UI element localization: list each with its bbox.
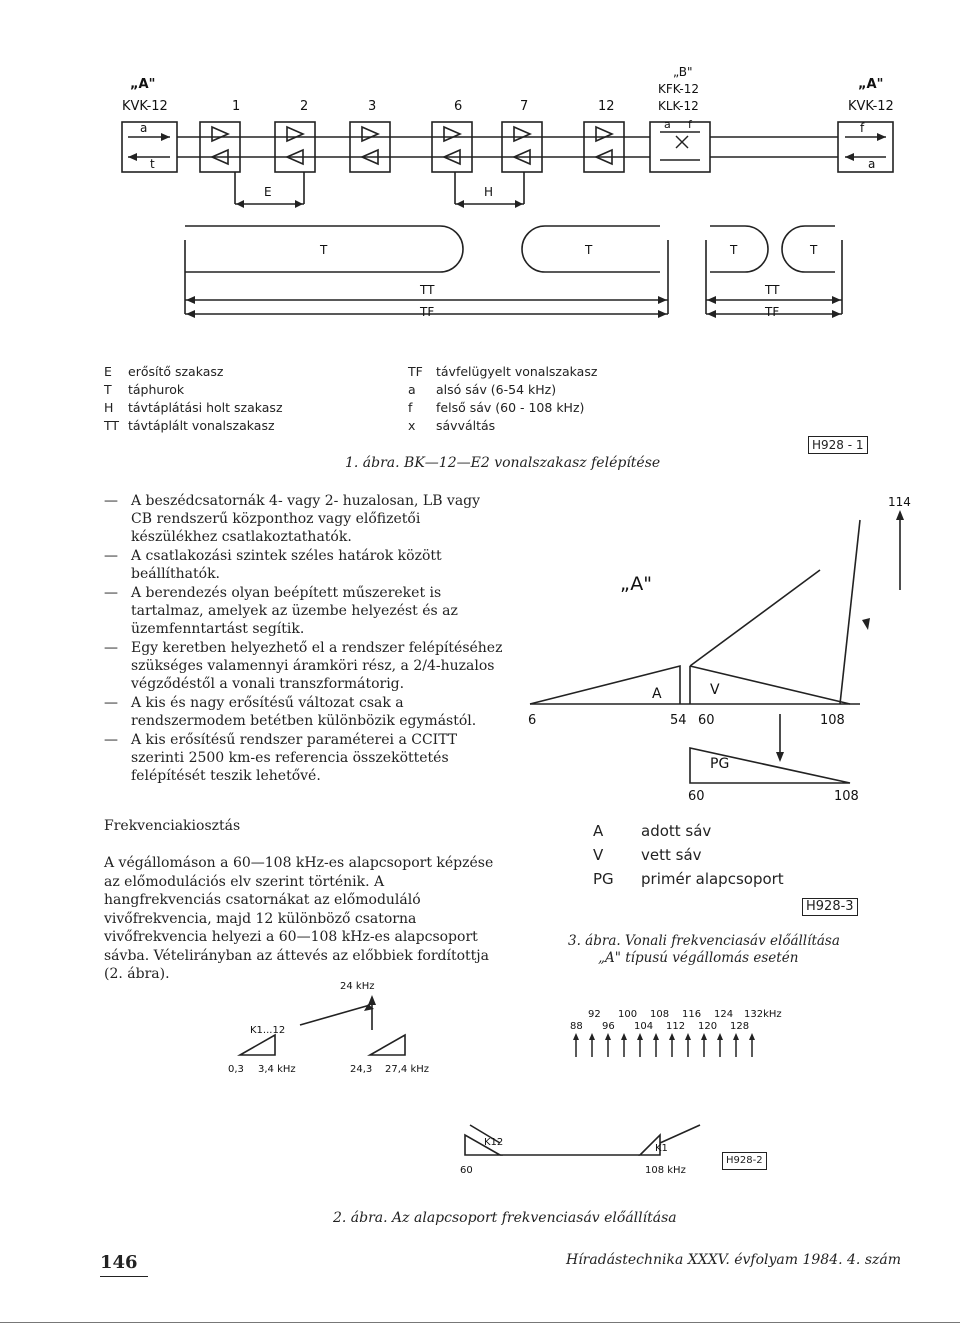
label-a-switch: a <box>664 118 671 131</box>
fig3-legend-v: V vett sáv <box>593 846 702 864</box>
label-e: E <box>264 185 272 199</box>
repeater-12 <box>584 122 624 172</box>
fig2-k1: K1 <box>655 1143 668 1154</box>
fig2-0-3: 0,3 <box>228 1064 244 1075</box>
fig3-box-v: V <box>710 682 720 698</box>
fig3-108: 108 <box>820 713 845 728</box>
fig2-top-116: 116 <box>682 1009 702 1020</box>
fig3-legend-a: A adott sáv <box>593 822 712 840</box>
fig3-60b: 60 <box>688 789 705 804</box>
band-switch-box <box>650 122 710 172</box>
legend-row-x: x sávváltás <box>408 418 496 433</box>
fig3-54: 54 <box>670 713 687 728</box>
carrier-arrow-head <box>685 1033 691 1040</box>
carrier-arrow-head <box>605 1033 611 1040</box>
repeater-number-2: 2 <box>300 99 309 114</box>
fig2-top-132: 132kHz <box>744 1009 782 1020</box>
figure-3-band-diagram <box>520 480 920 810</box>
carrier-arrow-head <box>621 1033 627 1040</box>
legend-row-t: T táphurok <box>104 382 185 397</box>
fig2-top-124: 124 <box>714 1009 734 1020</box>
bottom-rule <box>0 1322 960 1323</box>
fig2-bot-112: 112 <box>666 1021 686 1032</box>
legend-row-h: H távtáplátási holt szakasz <box>104 400 283 415</box>
carrier-arrow-head <box>701 1033 707 1040</box>
fig2-bot-128: 128 <box>730 1021 750 1032</box>
repeater-number-1: 1 <box>232 99 241 114</box>
figure-1-caption: 1. ábra. BK—12—E2 vonalszakasz felépítése <box>345 455 661 471</box>
bullet-item: — A kis erősítésű rendszer paraméterei a CCITT szerinti 2500 km-es referencia összeköttetés felépítését teszik lehetővé. <box>104 732 458 785</box>
label-tf-right: TF <box>765 305 780 319</box>
label-f-switch: f <box>688 118 692 131</box>
label-a-right-band: a <box>868 157 876 171</box>
label-a-band-left: a <box>140 121 148 135</box>
figure-1-line-section <box>0 0 960 340</box>
label-tt-left: TT <box>420 283 435 297</box>
page-number-rule <box>100 1276 148 1277</box>
label-kfk: KFK-12 <box>658 82 699 96</box>
repeater-number-7: 7 <box>520 99 529 114</box>
repeater-number-12: 12 <box>598 99 615 114</box>
fig3-108b: 108 <box>834 789 859 804</box>
label-t-loop-2: T <box>585 243 593 257</box>
carrier-arrow-head <box>749 1033 755 1040</box>
fig2-60: 60 <box>460 1165 473 1176</box>
fig2-bot-96: 96 <box>602 1021 615 1032</box>
fig2-24khz: 24 kHz <box>340 981 375 992</box>
label-t-loop-4: T <box>810 243 818 257</box>
label-tf-left: TF <box>420 305 435 319</box>
power-loop-4 <box>782 226 835 272</box>
bullet-item: — A berendezés olyan beépített műszereket is tartalmaz, amelyek az üzembe helyezést és az üzemfenntartást segítik. <box>104 585 458 638</box>
legend-row-f: f felső sáv (60 - 108 kHz) <box>408 400 585 415</box>
label-b: „B" <box>673 65 693 79</box>
carrier-arrow-head <box>669 1033 675 1040</box>
fig3-60: 60 <box>698 713 715 728</box>
repeater-number-6: 6 <box>454 99 463 114</box>
carrier-arrow-head <box>589 1033 595 1040</box>
legend-row-e: E erősítő szakasz <box>104 364 224 379</box>
label-kvk-right: KVK-12 <box>848 99 894 114</box>
fig2-top-108: 108 <box>650 1009 670 1020</box>
journal-footer: Híradástechnika XXXV. évfolyam 1984. 4. szám <box>566 1252 902 1268</box>
page-number: 146 <box>100 1252 138 1273</box>
legend-row-tt: TT távtáplált vonalszakasz <box>104 418 275 433</box>
carrier-arrow-head <box>653 1033 659 1040</box>
fig2-k12: K12 <box>484 1137 504 1148</box>
label-a-left: „A" <box>130 77 156 92</box>
bullet-item: — A csatlakozási szintek széles határok között beállíthatók. <box>104 548 442 583</box>
figure-code-h928-3: H928-3 <box>802 898 858 916</box>
section-paragraph: A végállomáson a 60—108 kHz-es alapcsoport képzése az előmodulációs elv szerint történik. A hangfrekvenciás csatornákat az előmoduláló vivőfrekvencia, majd 12 különböző csatorna vivőfrekvencia helyezi a 60—108 kHz-es alapcsoport sávba. Vételirányban az áttevés az előbbiek fordítottja (2. ábra). <box>104 855 494 982</box>
fig2-bot-120: 120 <box>698 1021 718 1032</box>
repeater-6 <box>432 122 472 172</box>
label-tt-right: TT <box>765 283 780 297</box>
fig3-legend-pg: PG primér alapcsoport <box>593 870 784 888</box>
figure-2-caption: 2. ábra. Az alapcsoport frekvenciasáv előállítása <box>333 1210 677 1226</box>
carrier-arrow-head <box>717 1033 723 1040</box>
repeater-3 <box>350 122 390 172</box>
fig2-108: 108 kHz <box>645 1165 686 1176</box>
label-h: H <box>484 185 494 199</box>
fig3-box-pg: PG <box>710 756 730 772</box>
label-t-loop-1: T <box>320 243 328 257</box>
label-f-right: f <box>860 121 865 135</box>
figure-2-group-band <box>0 975 960 1185</box>
fig2-bot-88: 88 <box>570 1021 583 1032</box>
legend-row-a: a alsó sáv (6-54 kHz) <box>408 382 557 397</box>
label-a-right: „A" <box>858 77 884 92</box>
fig3-label-a: „A" <box>620 573 652 595</box>
fig3-6: 6 <box>528 713 537 728</box>
fig2-bot-104: 104 <box>634 1021 654 1032</box>
fig2-27-4: 27,4 kHz <box>385 1064 430 1075</box>
bullet-item: — Egy keretben helyezhető el a rendszer felépítéséhez szükséges valamennyi áramköri rész, a 2/4-huzalos végződéstől a vonali transzformátorig. <box>104 640 503 693</box>
figure-3-caption-1: 3. ábra. Vonali frekvenciasáv előállítása <box>568 933 840 949</box>
label-t-loop-3: T <box>730 243 738 257</box>
carrier-arrow-head <box>733 1033 739 1040</box>
fig2-k1-12: K1...12 <box>250 1025 286 1036</box>
figure-3-caption-2: „A" típusú végállomás esetén <box>598 950 799 966</box>
carrier-arrow-head <box>637 1033 643 1040</box>
bullet-item: — A beszédcsatornák 4- vagy 2- huzalosan, LB vagy CB rendszerű központhoz vagy előfizetői készülékhez csatlakoztathatók. <box>104 493 481 546</box>
repeater-1 <box>200 122 240 172</box>
fig2-3-4: 3,4 kHz <box>258 1064 296 1075</box>
power-loop-3 <box>710 226 768 272</box>
repeater-7 <box>502 122 542 172</box>
fig2-24-3: 24,3 <box>350 1064 373 1075</box>
fig3-114: 114 <box>888 495 911 509</box>
fig2-top-92: 92 <box>588 1009 601 1020</box>
repeater-2 <box>275 122 315 172</box>
label-klk: KLK-12 <box>658 99 699 113</box>
terminal-box-right <box>838 122 893 172</box>
figure-code-h928-2: H928-2 <box>722 1152 767 1170</box>
repeater-number-3: 3 <box>368 99 377 114</box>
bullet-item: — A kis és nagy erősítésű változat csak a rendszermodem betétben különbözik egymástól. <box>104 695 477 730</box>
figure-code-h928-1: H928 - 1 <box>808 436 868 454</box>
section-heading: Frekvenciakiosztás <box>104 818 241 834</box>
fig3-box-a: A <box>652 686 662 702</box>
legend-row-tf: TF távfelügyelt vonalszakasz <box>408 364 598 379</box>
label-t-left: t <box>150 157 155 171</box>
label-kvk-left: KVK-12 <box>122 99 168 114</box>
fig2-top-100: 100 <box>618 1009 638 1020</box>
carrier-arrow-head <box>573 1033 579 1040</box>
